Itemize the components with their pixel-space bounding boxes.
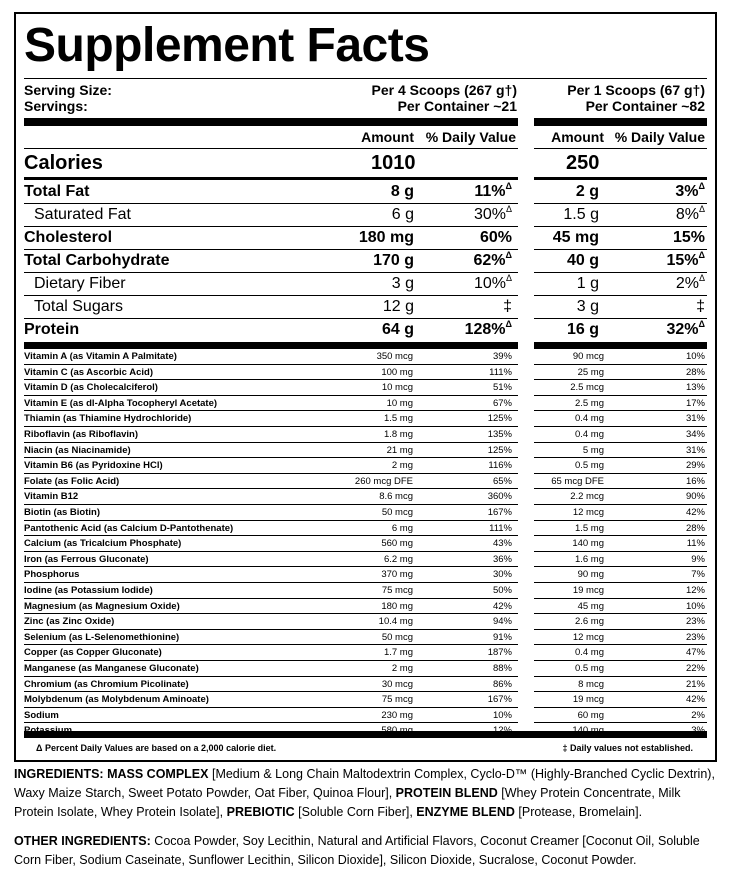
vitamin-label: Vitamin B6 (as Pyridoxine HCl) bbox=[24, 460, 163, 472]
vitamin-row bbox=[16, 599, 715, 615]
protein-blend-label: PROTEIN BLEND bbox=[395, 786, 498, 800]
vitamin-row bbox=[16, 427, 715, 443]
dv-per-1-scoop: 10% bbox=[685, 600, 705, 612]
amount-per-4-scoops: 1.7 mg bbox=[383, 647, 413, 659]
amount-per-1-scoop: 45 mg bbox=[552, 229, 599, 246]
amount-per-4-scoops: 350 mcg bbox=[376, 351, 413, 362]
amount-per-4-scoops: 2 mg bbox=[391, 460, 413, 472]
vitamin-label: Selenium (as L-Selenomethionine) bbox=[24, 631, 180, 643]
amount-per-1-scoop: 12 mcg bbox=[572, 631, 604, 643]
amount-per-4-scoops: 64 g bbox=[381, 321, 414, 338]
vitamin-label: Vitamin E (as dl-Alpha Tocopheryl Acetate) bbox=[24, 397, 218, 409]
amount-per-1-scoop: 1 g bbox=[576, 275, 599, 292]
protein-blend-text: [Whey Protein Concentrate, Milk Protein Isolate, Whey Protein Isolate], bbox=[14, 786, 681, 819]
dv-per-4-scoops: 128%$^\Delta$ bbox=[464, 319, 512, 338]
dv-per-4-scoops: 111% bbox=[489, 366, 512, 378]
vitamin-row bbox=[16, 380, 715, 396]
dv-per-1-scoop: 9% bbox=[691, 553, 705, 565]
dv-per-4-scoops: 94% bbox=[492, 616, 512, 628]
dv-per-1-scoop: 32%$^\Delta$ bbox=[666, 319, 705, 338]
vitamin-row bbox=[16, 645, 715, 661]
vitamin-row bbox=[16, 677, 715, 693]
vitamin-label: Iron (as Ferrous Gluconate) bbox=[24, 553, 149, 565]
dv-per-4-scoops: 167% bbox=[487, 694, 512, 706]
dv-per-1-scoop: 2% bbox=[691, 709, 705, 721]
amount-per-1-scoop: 90 mg bbox=[577, 569, 604, 581]
vitamin-row bbox=[16, 489, 715, 505]
dv-per-4-scoops: 360% bbox=[487, 491, 512, 503]
vitamin-row bbox=[16, 583, 715, 599]
amount-per-4-scoops: 12 g bbox=[382, 298, 414, 315]
vitamin-row bbox=[16, 661, 715, 677]
amount-per-4-scoops: 1.8 mg bbox=[383, 429, 413, 440]
enzyme-blend-label: ENZYME BLEND bbox=[416, 805, 515, 819]
vitamin-row bbox=[16, 536, 715, 552]
dv-per-1-scoop: 23% bbox=[685, 631, 705, 643]
vitamin-row bbox=[16, 567, 715, 583]
amount-per-1-scoop: 0.5 mg bbox=[574, 663, 604, 674]
dv-per-4-scoops: 51% bbox=[492, 382, 512, 394]
amount-per-4-scoops: 1.5 mg bbox=[383, 413, 413, 425]
vitamin-row bbox=[16, 443, 715, 459]
vitamin-label: Riboflavin (as Riboflavin) bbox=[24, 429, 139, 440]
vitamin-row bbox=[16, 552, 715, 568]
amount-per-4-scoops: 2 mg bbox=[391, 663, 413, 674]
amount-per-4-scoops: 50 mcg bbox=[381, 507, 413, 518]
ingredients-text bbox=[14, 765, 719, 822]
amount-per-1-scoop: 3 g bbox=[576, 298, 599, 315]
amount-per-4-scoops: 10.4 mg bbox=[378, 616, 413, 628]
amount-per-4-scoops: 30 mcg bbox=[381, 678, 413, 690]
dv-header-1: % Daily Value bbox=[425, 129, 516, 145]
vitamin-row bbox=[16, 474, 715, 490]
panel-title: Supplement Facts bbox=[24, 19, 430, 72]
dv-header-2: % Daily Value bbox=[614, 129, 705, 145]
amount-per-1-scoop: 19 mcg bbox=[572, 585, 604, 596]
amount-per-1-scoop: 140 mg bbox=[572, 538, 604, 550]
amount-per-1-scoop: 1.6 mg bbox=[574, 553, 604, 565]
other-ingredients-list: Cocoa Powder, Soy Lecithin, Natural and Artificial Flavors, Coconut Creamer [Coconut Oil, Soluble Corn Fiber, Sodium Caseinate, Sunflower Lecithin, Silicon Dioxide], Silicon Dioxide, Sucralose, Coconut Powder. bbox=[14, 834, 700, 867]
servings-label: Servings: bbox=[24, 98, 88, 114]
dv-per-1-scoop: 15%$^\Delta$ bbox=[666, 250, 705, 269]
amount-per-4-scoops: 8.6 mcg bbox=[379, 491, 413, 503]
amount-header-1: Amount bbox=[361, 129, 414, 145]
amount-per-4-scoops: 50 mcg bbox=[381, 631, 413, 643]
vitamin-row bbox=[16, 411, 715, 427]
vitamin-label: Phosphorus bbox=[24, 569, 80, 581]
prebiotic-text: [Soluble Corn Fiber], bbox=[298, 805, 413, 819]
dv-per-1-scoop: 31% bbox=[685, 444, 705, 456]
amount-per-1-scoop: 65 mcg DFE bbox=[551, 475, 604, 487]
vitamin-label: Manganese (as Manganese Gluconate) bbox=[24, 663, 199, 674]
amount-per-4-scoops: 170 g bbox=[373, 252, 414, 269]
calories-value-1: 1010 bbox=[371, 152, 416, 174]
vitamin-label: Vitamin A (as Vitamin A Palmitate) bbox=[24, 351, 177, 362]
dv-per-4-scoops: 125% bbox=[487, 413, 512, 425]
prebiotic-label: PREBIOTIC bbox=[226, 805, 295, 819]
amount-per-1-scoop: 8 mcg bbox=[578, 678, 604, 690]
vitamin-label: Molybdenum (as Molybdenum Aminoate) bbox=[24, 694, 209, 706]
amount-per-4-scoops: 560 mg bbox=[381, 538, 413, 550]
dv-per-1-scoop: 28% bbox=[685, 366, 705, 378]
amount-per-1-scoop: 2.2 mcg bbox=[570, 491, 604, 503]
nutrient-row bbox=[16, 181, 715, 204]
dv-per-1-scoop: 47% bbox=[685, 647, 705, 659]
nutrient-label: Total Fat bbox=[24, 183, 90, 200]
amount-per-1-scoop: 16 g bbox=[566, 321, 599, 338]
vitamin-row bbox=[16, 708, 715, 724]
serving-size-label: Serving Size: bbox=[24, 82, 112, 98]
calories-value-2: 250 bbox=[566, 152, 600, 174]
vitamin-label: Thiamin (as Thiamine Hydrochloride) bbox=[24, 413, 192, 425]
dv-per-4-scoops: 39% bbox=[492, 351, 512, 362]
dv-per-1-scoop: 34% bbox=[685, 429, 705, 440]
vitamin-label: Vitamin C (as Ascorbic Acid) bbox=[24, 366, 153, 378]
dv-per-4-scoops: 60% bbox=[479, 229, 512, 246]
dv-per-1-scoop: 22% bbox=[685, 663, 705, 674]
footnote-not-established: ‡ Daily values not established. bbox=[562, 743, 693, 753]
dv-per-4-scoops: 135% bbox=[487, 429, 512, 440]
dv-per-4-scoops: 30%$^\Delta$ bbox=[473, 204, 512, 223]
nutrient-row bbox=[16, 250, 715, 273]
dv-per-4-scoops: 86% bbox=[492, 678, 512, 690]
amount-per-1-scoop: 1.5 mg bbox=[574, 522, 604, 534]
dv-per-4-scoops: 42% bbox=[492, 600, 512, 612]
dv-per-4-scoops: 91% bbox=[492, 631, 512, 643]
dv-per-1-scoop: 11% bbox=[686, 538, 705, 550]
amount-per-1-scoop: 19 mcg bbox=[572, 694, 604, 706]
dv-per-1-scoop: 7% bbox=[691, 569, 705, 581]
nutrient-row bbox=[16, 227, 715, 250]
amount-per-4-scoops: 21 mg bbox=[386, 444, 413, 456]
dv-per-4-scoops: 125% bbox=[487, 444, 512, 456]
serving-col1-line1: Per 4 Scoops (267 g†) bbox=[371, 82, 517, 98]
dv-per-4-scoops: 65% bbox=[492, 475, 512, 487]
dv-per-1-scoop: 10% bbox=[685, 351, 705, 362]
vitamin-row bbox=[16, 692, 715, 708]
vitamin-label: Calcium (as Tricalcium Phosphate) bbox=[24, 538, 182, 550]
dv-per-4-scoops: 11%$^\Delta$ bbox=[474, 181, 512, 200]
nutrient-label: Saturated Fat bbox=[34, 206, 131, 223]
vitamin-label: Niacin (as Niacinamide) bbox=[24, 444, 131, 456]
amount-per-4-scoops: 370 mg bbox=[381, 569, 413, 581]
nutrient-row bbox=[16, 273, 715, 296]
nutrient-row bbox=[16, 204, 715, 227]
amount-per-4-scoops: 6.2 mg bbox=[383, 553, 413, 565]
nutrient-label: Total Sugars bbox=[34, 298, 123, 315]
amount-per-4-scoops: 8 g bbox=[390, 183, 414, 200]
serving-col2-line1: Per 1 Scoops (67 g†) bbox=[567, 82, 705, 98]
other-ingredients-text bbox=[14, 832, 719, 870]
vitamin-label: Zinc (as Zinc Oxide) bbox=[24, 616, 115, 628]
amount-per-1-scoop: 0.4 mg bbox=[574, 413, 604, 425]
dv-per-4-scoops: 36% bbox=[492, 553, 512, 565]
vitamin-row bbox=[16, 521, 715, 537]
vitamin-row bbox=[16, 458, 715, 474]
vitamin-label: Vitamin B12 bbox=[24, 491, 79, 503]
title-rule bbox=[24, 78, 707, 79]
dv-per-4-scoops: 30% bbox=[492, 569, 512, 581]
nutrient-row bbox=[16, 296, 715, 319]
amount-per-4-scoops: 75 mcg bbox=[381, 694, 413, 706]
amount-per-1-scoop: 1.5 g bbox=[563, 206, 599, 223]
amount-per-1-scoop: 2.6 mg bbox=[574, 616, 604, 628]
dv-per-4-scoops: ‡ bbox=[503, 298, 512, 315]
dv-per-1-scoop: 42% bbox=[685, 507, 705, 518]
amount-per-1-scoop: 2.5 mcg bbox=[570, 382, 604, 394]
amount-per-1-scoop: 12 mcg bbox=[572, 507, 604, 518]
vitamin-row bbox=[16, 630, 715, 646]
thick-rule-middle bbox=[24, 342, 707, 349]
vitamin-label: Pantothenic Acid (as Calcium D-Pantothenate) bbox=[24, 522, 234, 534]
amount-per-1-scoop: 0.4 mg bbox=[574, 429, 604, 440]
dv-per-1-scoop: 29% bbox=[685, 460, 705, 472]
dv-per-1-scoop: 23% bbox=[685, 616, 705, 628]
dv-per-1-scoop: 21% bbox=[685, 678, 705, 690]
mass-complex-label: MASS COMPLEX bbox=[107, 767, 209, 781]
dv-per-1-scoop: 15% bbox=[672, 229, 705, 246]
dv-per-4-scoops: 50% bbox=[492, 585, 512, 596]
mass-complex-text: [Medium & Long Chain Maltodextrin Complex, Cyclo-D™ (Highly-Branched Cyclic Dextrin), Waxy Maize Starch, Sweet Potato Powder, Oat Fiber, Quinoa Flour], bbox=[14, 767, 715, 800]
serving-col1-line2: Per Container ~21 bbox=[397, 98, 517, 114]
vitamin-label: Folate (as Folic Acid) bbox=[24, 475, 120, 487]
amount-per-4-scoops: 180 mg bbox=[381, 600, 413, 612]
amount-per-1-scoop: 0.5 mg bbox=[574, 460, 604, 472]
serving-col2-line2: Per Container ~82 bbox=[585, 98, 705, 114]
dv-per-4-scoops: 88% bbox=[492, 663, 512, 674]
calories-label: Calories bbox=[24, 152, 103, 174]
vitamin-label: Chromium (as Chromium Picolinate) bbox=[24, 678, 189, 690]
amount-per-1-scoop: 60 mg bbox=[577, 709, 604, 721]
dv-per-4-scoops: 43% bbox=[492, 538, 512, 550]
amount-per-4-scoops: 6 g bbox=[391, 206, 414, 223]
amount-per-1-scoop: 0.4 mg bbox=[574, 647, 604, 659]
amount-per-4-scoops: 10 mcg bbox=[381, 382, 413, 394]
header-rule bbox=[24, 148, 707, 149]
dv-per-1-scoop: 90% bbox=[685, 491, 705, 503]
nutrient-label: Dietary Fiber bbox=[34, 275, 126, 292]
ingredients-label: INGREDIENTS: bbox=[14, 767, 104, 781]
vitamin-label: Magnesium (as Magnesium Oxide) bbox=[24, 600, 180, 612]
dv-per-1-scoop: 17% bbox=[685, 397, 705, 409]
dv-per-4-scoops: 67% bbox=[492, 397, 512, 409]
dv-per-4-scoops: 10% bbox=[492, 709, 512, 721]
amount-per-4-scoops: 230 mg bbox=[381, 709, 413, 721]
vitamin-row bbox=[16, 349, 715, 365]
amount-per-1-scoop: 2 g bbox=[575, 183, 599, 200]
dv-per-1-scoop: 28% bbox=[685, 522, 705, 534]
dv-per-1-scoop: 12% bbox=[685, 585, 705, 596]
vitamin-row bbox=[16, 505, 715, 521]
amount-per-1-scoop: 45 mg bbox=[577, 600, 604, 612]
other-ingredients-label: OTHER INGREDIENTS: bbox=[14, 834, 151, 848]
amount-per-4-scoops: 3 g bbox=[391, 275, 414, 292]
amount-per-4-scoops: 10 mg bbox=[386, 397, 413, 409]
amount-per-4-scoops: 180 mg bbox=[358, 229, 414, 246]
dv-per-4-scoops: 10%$^\Delta$ bbox=[473, 273, 512, 292]
dv-per-1-scoop: ‡ bbox=[696, 298, 705, 315]
dv-per-1-scoop: 16% bbox=[685, 475, 705, 487]
thick-rule-top bbox=[24, 118, 707, 126]
amount-per-1-scoop: 2.5 mg bbox=[574, 397, 604, 409]
vitamin-label: Vitamin D (as Cholecalciferol) bbox=[24, 382, 158, 394]
dv-per-4-scoops: 167% bbox=[487, 507, 512, 518]
amount-per-1-scoop: 40 g bbox=[566, 252, 599, 269]
vitamin-row bbox=[16, 365, 715, 381]
amount-per-1-scoop: 90 mcg bbox=[572, 351, 604, 362]
dv-per-4-scoops: 116% bbox=[488, 460, 512, 472]
vitamin-row bbox=[16, 614, 715, 630]
vitamin-label: Iodine (as Potassium Iodide) bbox=[24, 585, 153, 596]
amount-per-4-scoops: 260 mcg DFE bbox=[354, 475, 413, 487]
footnote-daily-value: Δ Percent Daily Values are based on a 2,000 calorie diet. bbox=[36, 743, 277, 753]
dv-per-4-scoops: 111% bbox=[489, 522, 512, 534]
amount-per-1-scoop: 5 mg bbox=[582, 444, 604, 456]
dv-per-4-scoops: 187% bbox=[487, 647, 512, 659]
amount-per-4-scoops: 6 mg bbox=[391, 522, 413, 534]
dv-per-1-scoop: 31% bbox=[685, 413, 705, 425]
vitamin-label: Biotin (as Biotin) bbox=[24, 507, 100, 518]
calories-rule bbox=[24, 177, 707, 180]
vitamin-label: Copper (as Copper Gluconate) bbox=[24, 647, 162, 659]
dv-per-1-scoop: 2%$^\Delta$ bbox=[675, 273, 705, 292]
nutrient-label: Cholesterol bbox=[24, 229, 113, 246]
amount-per-4-scoops: 75 mcg bbox=[381, 585, 413, 596]
amount-header-2: Amount bbox=[551, 129, 604, 145]
supplement-facts-panel bbox=[14, 12, 717, 762]
vitamin-label: Sodium bbox=[24, 709, 59, 721]
nutrient-row bbox=[16, 319, 715, 342]
dv-per-1-scoop: 3%$^\Delta$ bbox=[675, 181, 705, 200]
vitamin-row bbox=[16, 396, 715, 412]
thick-rule-bottom bbox=[24, 731, 707, 738]
dv-per-1-scoop: 13% bbox=[685, 382, 705, 394]
amount-per-4-scoops: 100 mg bbox=[381, 366, 413, 378]
dv-per-4-scoops: 62%$^\Delta$ bbox=[473, 250, 512, 269]
dv-per-1-scoop: 8%$^\Delta$ bbox=[675, 204, 705, 223]
enzyme-blend-text: [Protease, Bromelain]. bbox=[518, 805, 643, 819]
nutrient-label: Protein bbox=[24, 321, 80, 338]
nutrient-label: Total Carbohydrate bbox=[24, 252, 170, 269]
dv-per-1-scoop: 42% bbox=[685, 694, 705, 706]
amount-per-1-scoop: 25 mg bbox=[577, 366, 604, 378]
